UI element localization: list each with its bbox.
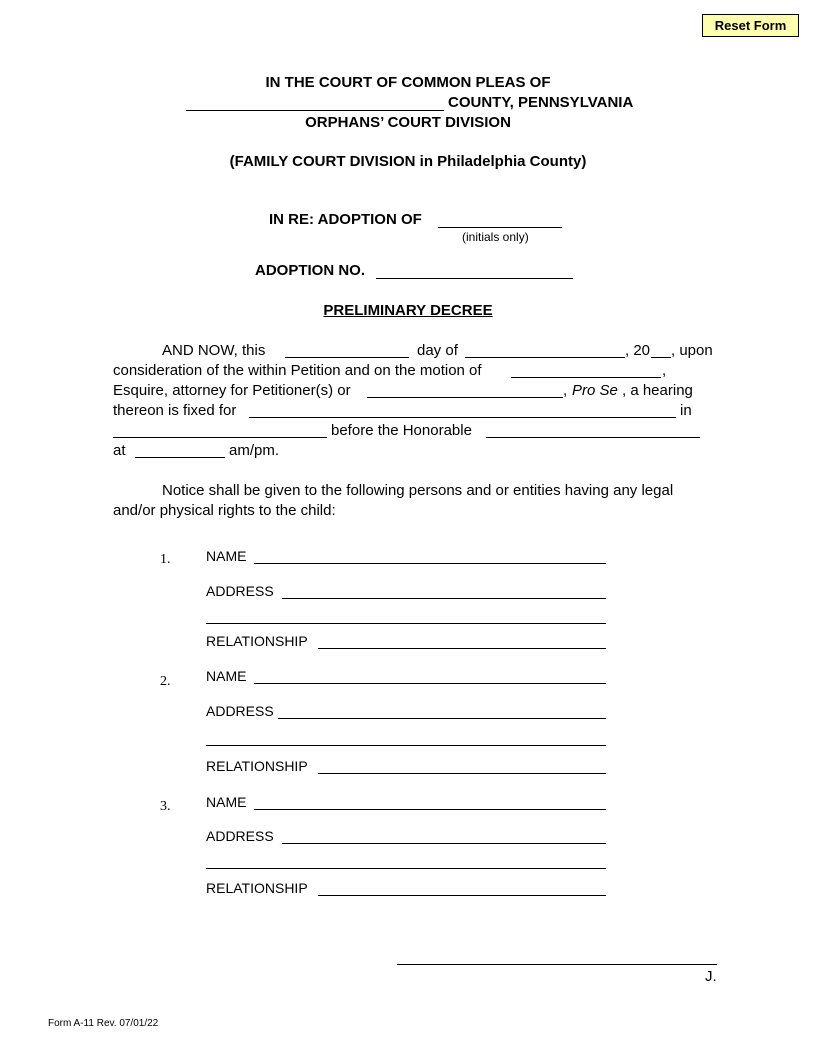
party-address-label: ADDRESS — [206, 583, 274, 599]
before-honorable-text: before the Honorable — [331, 422, 472, 439]
day-field[interactable] — [285, 344, 409, 358]
initials-note: (initials only) — [462, 230, 529, 244]
reset-form-button[interactable]: Reset Form — [702, 14, 799, 37]
in-text: in — [680, 402, 692, 419]
party1-address-field[interactable] — [282, 585, 606, 599]
party-relationship-label: RELATIONSHIP — [206, 880, 308, 896]
upon-text: , upon — [671, 342, 713, 359]
year-field[interactable] — [651, 344, 671, 358]
attorney-name-field[interactable] — [511, 364, 661, 378]
hearing-text: , a hearing — [622, 382, 693, 399]
party2-name-field[interactable] — [254, 670, 606, 684]
party2-relationship-field[interactable] — [318, 760, 606, 774]
hearing-date-field[interactable] — [249, 404, 676, 418]
petitioner-name-field[interactable] — [367, 384, 563, 398]
party-name-label: NAME — [206, 548, 247, 564]
party1-name-field[interactable] — [254, 550, 606, 564]
county-field[interactable] — [186, 97, 444, 111]
thereon-text: thereon is fixed for — [113, 402, 237, 419]
judge-signature-line — [397, 950, 717, 965]
ampm-text: am/pm. — [229, 442, 280, 459]
party2-address2-field[interactable] — [206, 732, 606, 746]
party-relationship-label: RELATIONSHIP — [206, 758, 308, 774]
pro-se-text: Pro Se — [572, 382, 618, 399]
in-re-label: IN RE: ADOPTION OF — [269, 211, 422, 228]
and-now-text: AND NOW, this — [162, 342, 266, 359]
esquire-text: Esquire, attorney for Petitioner(s) or — [113, 382, 351, 399]
decree-title — [0, 302, 816, 319]
month-field[interactable] — [465, 344, 625, 358]
consideration-text: consideration of the within Petition and on the motion of — [113, 362, 482, 379]
party-name-label: NAME — [206, 794, 247, 810]
party-number: 1. — [160, 552, 171, 567]
hearing-location-field[interactable] — [113, 424, 327, 438]
party3-address-field[interactable] — [282, 830, 606, 844]
at-text: at — [113, 442, 126, 459]
party1-relationship-field[interactable] — [318, 635, 606, 649]
year-prefix-text: , 20 — [625, 342, 651, 359]
party-address-label: ADDRESS — [206, 828, 274, 844]
form-footer: Form A-11 Rev. 07/01/22 — [48, 1018, 159, 1029]
court-header-county-label: COUNTY, PENNSYLVANIA — [448, 94, 634, 111]
hearing-time-field[interactable] — [135, 444, 225, 458]
party-number: 2. — [160, 674, 171, 689]
party3-address2-field[interactable] — [206, 855, 606, 869]
court-header-division: ORPHANS’ COURT DIVISION — [305, 114, 511, 131]
notice-line2: and/or physical rights to the child: — [113, 502, 336, 519]
adoption-no-field[interactable] — [376, 265, 573, 279]
judge-suffix: J. — [705, 968, 717, 985]
party-number: 3. — [160, 799, 171, 814]
comma2-text: , — [563, 382, 568, 399]
adoptee-initials-field[interactable] — [438, 214, 562, 228]
comma-text: , — [662, 362, 667, 379]
party-relationship-label: RELATIONSHIP — [206, 633, 308, 649]
party3-name-field[interactable] — [254, 796, 606, 810]
adoption-no-label: ADOPTION NO. — [255, 262, 366, 279]
party2-address-field[interactable] — [278, 705, 606, 719]
decree-title-text: PRELIMINARY DECREE — [323, 302, 493, 319]
court-header-family-division: (FAMILY COURT DIVISION in Philadelphia County) — [229, 153, 587, 170]
party3-relationship-field[interactable] — [318, 882, 606, 896]
party-address-label: ADDRESS — [206, 703, 274, 719]
judge-name-field[interactable] — [486, 424, 700, 438]
court-header-line1: IN THE COURT OF COMMON PLEAS OF — [265, 74, 551, 91]
party1-address2-field[interactable] — [206, 610, 606, 624]
day-of-text: day of — [417, 342, 458, 359]
party-name-label: NAME — [206, 668, 247, 684]
notice-line1: Notice shall be given to the following persons and or entities having any legal — [162, 482, 674, 499]
